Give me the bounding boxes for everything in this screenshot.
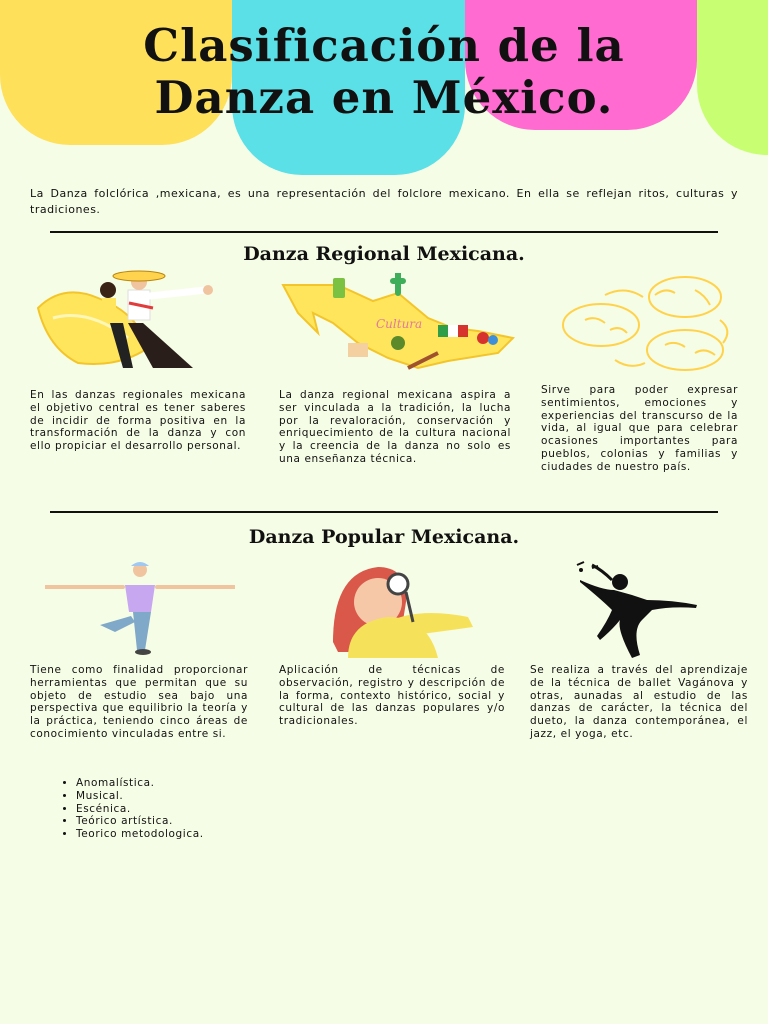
- popular-col3-text: Se realiza a través del aprendizaje de la técnica de ballet Vagánova y otras, aunadas al estudio de las danzas de carácter, la técnica del dueto, la danza contemporánea, el jazz, el yoga, etc.: [530, 664, 748, 740]
- map-culture-label: Cultura: [376, 317, 423, 331]
- page-title: [0, 20, 768, 124]
- dancing-couple-illustration: [28, 268, 218, 378]
- knowledge-areas-list: [58, 777, 204, 841]
- regional-col1-text: En las danzas regionales mexicana el objetivo central es tener saberes de incidir de forma positiva en la transformación de la danza y con ello propiciar el desarrollo personal.: [30, 389, 246, 453]
- researcher-magnifier-illustration: [328, 562, 478, 658]
- list-item: • Escénica.: [76, 803, 204, 816]
- divider-top: [50, 231, 718, 233]
- yoga-pose-illustration: [45, 560, 235, 658]
- ballet-silhouette-illustration: [572, 560, 702, 660]
- popular-heading: Danza Popular Mexicana.: [248, 526, 520, 548]
- intro-paragraph: La Danza folclórica ,mexicana, es una representación del folclore mexicano. En ella se reflejan ritos, culturas y tradiciones.: [30, 187, 738, 216]
- regional-col2-text: La danza regional mexicana aspira a ser vinculada a la tradición, la lucha por la revaloración, conservación y enriquecimiento de la cultura nacional y la creencia de la danza no solo es una enseñanza técnica.: [279, 389, 511, 465]
- list-item: • Musical.: [76, 790, 204, 803]
- popular-col2-text: Aplicación de técnicas de observación, registro y descripción de la forma, contexto histórico, social y cultural de las danzas populares y/o tradicionales.: [279, 664, 505, 728]
- regional-heading: Danza Regional Mexicana.: [243, 243, 525, 265]
- title-line-1: Clasificación de la: [143, 19, 625, 72]
- regional-col3-text: Sirve para poder expresar sentimientos, emociones y experiencias del transcurso de la vida, al igual que para celebrar ocasiones importantes para pueblos, colonias y familias y ciudades de nuestro país.: [541, 384, 738, 473]
- list-item: • Anomalística.: [76, 777, 204, 790]
- mexico-map-illustration: [278, 273, 518, 378]
- title-line-2: Danza en México.: [154, 71, 614, 124]
- list-item: • Teórico artística.: [76, 815, 204, 828]
- list-item: • Teorico metodologica.: [76, 828, 204, 841]
- popular-col1-text: Tiene como finalidad proporcionar herramientas que permitan que su objeto de estudio sea bajo una perspectiva que equilibrio la teoría y la práctica, teniendo cinco áreas de conocimiento vinculadas entre si.: [30, 664, 248, 740]
- dancing-faces-illustration: [555, 275, 740, 373]
- divider-middle: [50, 511, 718, 513]
